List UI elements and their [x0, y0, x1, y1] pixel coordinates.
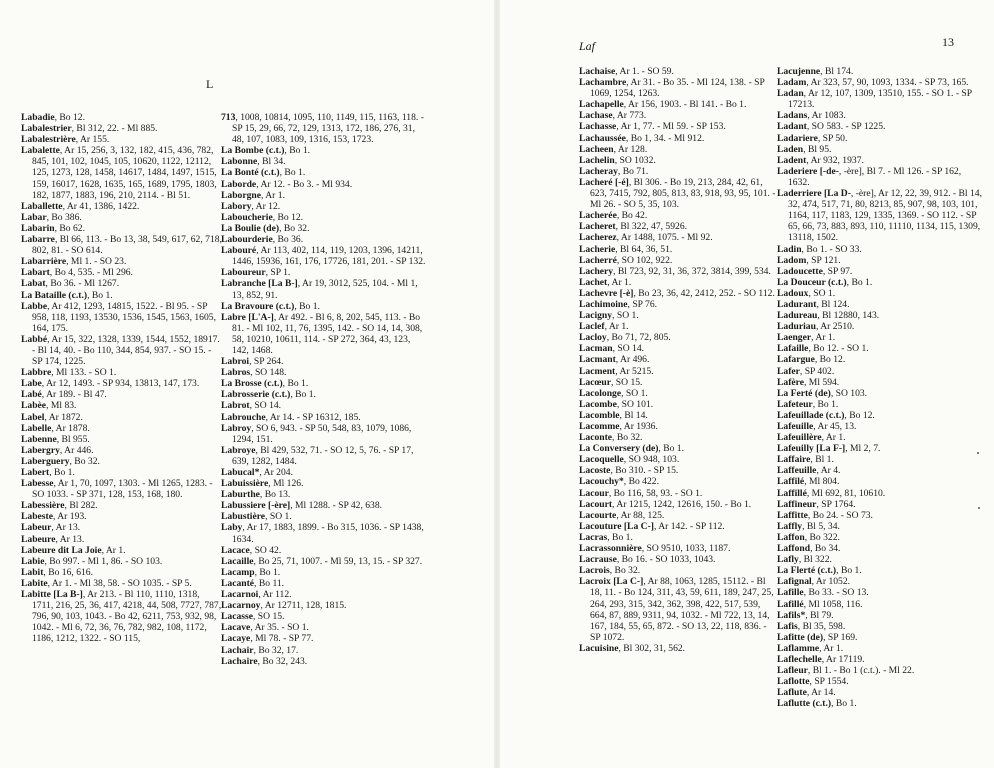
index-entry: Laduriau, Ar 2510. [777, 321, 855, 333]
index-entry: Labé, Ar 189. - Bl 47. [21, 389, 107, 401]
index-entry: Label, Ar 1872. [21, 411, 83, 423]
index-entry: Ladent, Ar 932, 1937. [777, 154, 864, 166]
index-entry: Lachase, Ar 773. [579, 110, 647, 122]
index-entry: La Conversery (de), Bo 1. [579, 443, 684, 455]
index-entry: Lacherez, Ar 1488, 1075. - Ml 92. [579, 232, 713, 244]
index-entry: Laflute, Ar 14. [777, 687, 836, 699]
index-entry: Laderiere [-de-, -ère], Bl 7. - Ml 126. - SP 162, 1632. [777, 165, 962, 188]
index-entry: Labeur, Ar 13. [21, 522, 81, 534]
index-column-3 [579, 66, 779, 654]
index-entry: Lacouture [La C-], Ar 142. - SP 112. [579, 520, 725, 532]
index-entry: Lacman, SO 14. [579, 343, 645, 355]
index-entry: La Ferté (de), SO 103. [777, 387, 868, 399]
index-entry: Lacujenne, Bl 174. [777, 66, 854, 77]
index-entry: Ladoucette, SP 97. [777, 265, 853, 277]
index-entry: Labre [L'A-], Ar 492. - Bl 6, 8, 202, 545, 113. - Bo 81. - Ml 102, 11, 76, 1395, 142. - SO 14, 14, 308, 58, 10210, 10611, 114. - SP 272, 364, 43, 123, 142, 1468. [221, 311, 423, 356]
index-entry: La Bonté (c.t.), Bo 1. [221, 167, 306, 179]
index-entry: Lafignal, Ar 1052. [777, 576, 851, 588]
index-entry: Labeure dit La Joie, Ar 1. [21, 544, 126, 556]
index-entry: Lafère, Ml 594. [777, 376, 840, 388]
index-entry: Labarre, Bl 66, 113. - Bo 13, 38, 549, 617, 62, 718, 802, 81. - SO 614. [21, 234, 222, 257]
index-entry: La Brosse (c.t.), Bo 1. [221, 378, 309, 390]
index-entry: Lacarnoy, Ar 12711, 128, 1815. [221, 600, 347, 612]
index-entry: Ladurant, Bl 124. [777, 298, 850, 310]
index-entry: Labèe, Ml 83. [21, 400, 77, 412]
index-entry: Lacoste, Bo 310. - SP 15. [579, 465, 679, 477]
index-entry: Lachapelle, Ar 156, 1903. - Bl 141. - Bo 1. [579, 99, 747, 111]
index-entry: Labie, Bo 997. - Ml 1, 86. - SO 103. [21, 555, 163, 567]
index-entry: Labonne, Bl 34. [221, 156, 286, 168]
index-entry: Lacrois, Bo 32. [579, 565, 641, 577]
index-entry: Lacroix [La C-], Ar 88, 1063, 1285, 15112. - Bl 18, 11. - Bo 124, 311, 43, 59, 611, 189, 247, 25, 264, 293, 315, 342, 362, 398, 422, 517, 539, 664, 87, 889, 9311, 94, 1032. - Ml 722, 13, 14, 167, 184, 55, 65, 872. - SO 13, 22, 118, 836. - SP 1072. [579, 576, 774, 643]
index-entry: Lafeteur, Bo 1. [777, 398, 839, 410]
index-entry: Lafils*, Bl 79. [777, 609, 834, 621]
index-entry: Labit, Bo 16, 616. [21, 566, 93, 578]
index-entry: Labe, Ar 12, 1493. - SP 934, 13813, 147, 173. [21, 378, 200, 390]
index-entry: Laffilé, Ml 804. [777, 476, 840, 488]
index-entry: La Douceur (c.t.), Bo 1. [777, 276, 873, 288]
index-entry: Lacomble, Bl 14. [579, 409, 648, 421]
index-entry: Labenne, Bl 955. [21, 433, 90, 445]
scan-speck [977, 452, 979, 454]
index-entry: Lafaille, Bo 12. - SO 1. [777, 343, 869, 355]
index-entry: Lafeuille, Ar 45, 13. [777, 421, 857, 432]
index-entry: Laffeuille, Ar 4. [777, 465, 841, 477]
index-entry: Lacmant, Ar 496. [579, 354, 650, 366]
index-entry: Lachaire, Bo 32, 243. [221, 655, 308, 667]
index-entry: Lafille, Bo 33. - SO 13. [777, 587, 869, 599]
index-entry: Lafillé, Ml 1058, 116. [777, 598, 863, 610]
index-entry: Laclef, Ar 1. [579, 321, 629, 333]
index-entry: Lacomme, Ar 1936. [579, 421, 658, 432]
index-entry: Laboucherie, Bo 12. [221, 211, 304, 223]
index-entry: Labarin, Bo 62. [21, 222, 85, 234]
index-entry: Labustière, SO 1. [221, 511, 292, 523]
index-entry: Labeste, Ar 193. [21, 511, 87, 523]
index-entry: Lachaussée, Bo 1, 34. - Ml 912. [579, 132, 705, 144]
index-entry: Labucal*, Ar 204. [221, 467, 293, 478]
index-entry: Lachaise, Ar 1. - SO 59. [579, 66, 674, 77]
index-entry: Lacourte, Ar 88, 125. [579, 509, 665, 521]
index-entry: Lacamp, Bo 1. [221, 566, 281, 578]
index-entry: Labite, Ar 1. - Ml 38, 58. - SO 1035. - SP 5. [21, 577, 192, 589]
index-entry: Labbe, Ar 412, 1293, 14815, 1522. - Bl 95. - SP 958, 118, 1193, 13530, 1536, 1545, 1563, 1605, 164, 175. [21, 300, 216, 334]
index-entry: Labat, Bo 36. - Ml 1267. [21, 278, 120, 290]
index-entry: Lafargue, Bo 12. [777, 354, 846, 366]
index-entry: Labuissière, Ml 126. [221, 478, 304, 490]
section-letter: L [206, 77, 215, 91]
index-entry: Labrouche, Ar 14. - SP 16312, 185. [221, 411, 361, 423]
index-entry: Laffillé, Ml 692, 81, 10610. [777, 487, 886, 499]
index-entry: Labalestrier, Bl 312, 22. - Ml 885. [21, 123, 158, 135]
index-entry: Lacras, Bo 1. [579, 531, 633, 543]
index-column-4 [777, 66, 982, 709]
index-entry: La Flerté (c.t.), Bo 1. [777, 565, 862, 577]
index-entry: Laffitte, Bo 24. - SO 73. [777, 509, 873, 521]
index-entry: Lacolonge, SO 1. [579, 387, 648, 399]
index-entry: Lacigny, SO 1. [579, 310, 639, 322]
index-entry: Labbé, Ar 15, 322, 1328, 1339, 1544, 1552, 18917. - Bl 14, 40. - Bo 110, 344, 854, 937. - SO 15. - SP 174, 1225. [21, 333, 220, 368]
index-entry: Lacherie, Bl 64, 36, 51. [579, 243, 673, 255]
index-entry: Laffond, Bo 34. [777, 543, 841, 555]
index-entry: Laflotte, SP 1554. [777, 676, 849, 688]
index-entry: La Bataille (c.t.), Bo 1. [21, 289, 113, 301]
index-entry: Labourderie, Bo 36. [221, 234, 304, 246]
index-entry: Labroy, SO 6, 943. - SP 50, 548, 83, 1079, 1086, 1294, 151. [221, 422, 412, 445]
index-entry: Ladom, SP 121. [777, 254, 841, 266]
index-entry: Lacourt, Ar 1215, 1242, 12616, 150. - Bo 1. [579, 498, 752, 510]
index-entry: Labert, Bo 1. [21, 467, 75, 478]
scan-speck [978, 507, 980, 509]
index-entry: Lacanté, Bo 11. [221, 577, 285, 589]
index-entry: Lacherée, Bo 42. [579, 210, 648, 222]
index-entry: Labalestrière, Ar 155. [21, 134, 110, 146]
running-head: Laf [579, 39, 596, 53]
index-entry: Lafly, Bl 322. [777, 554, 832, 566]
index-entry: Lachet, Ar 1. [579, 276, 632, 288]
index-entry: Lacheen, Ar 128. [579, 143, 648, 155]
index-entry: Lachevre [-è], Bo 23, 36, 42, 2412, 252. - SO 112. [579, 287, 775, 299]
index-entry: Labessière, Bl 282. [21, 500, 98, 512]
index-entry: Lachasse, Ar 1, 77. - Ml 59. - SP 153. [579, 121, 726, 133]
index-entry: Lacloy, Bo 71, 72, 805. [579, 332, 671, 344]
index-entry: Ladans, Ar 1083. [777, 110, 846, 122]
index-entry: Laby, Ar 17, 1883, 1899. - Bo 315, 1036. - SP 1438, 1634. [221, 522, 424, 545]
index-entry: Lacherré, SO 102, 922. [579, 254, 673, 266]
index-entry: Laborde, Ar 12. - Bo 3. - Ml 934. [221, 178, 353, 190]
index-entry: Labroye, Bl 429, 532, 71. - SO 12, 5, 76. - SP 17, 639, 1282, 1484. [221, 444, 414, 467]
index-entry: Labarrière, Ml 1. - SO 23. [21, 256, 127, 268]
index-entry: Lachimoine, SP 76. [579, 298, 658, 310]
index-entry: Lachelin, SO 1032. [579, 154, 656, 166]
index-entry: Laffon, Bo 322. [777, 531, 840, 543]
page-number: 13 [942, 35, 954, 49]
index-entry: Labeure, Ar 13. [21, 533, 85, 545]
index-entry: Lacrause, Bo 16. - SO 1033, 1043. [579, 554, 716, 566]
index-entry: Lacaille, Bo 25, 71, 1007. - Ml 59, 13, 15. - SP 327. [221, 555, 423, 567]
index-entry: Lacace, SO 42. [221, 544, 282, 556]
index-entry: Labadie, Bo 12. [21, 112, 85, 123]
index-entry: Ladureau, Bl 12880, 143. [777, 310, 880, 322]
index-entry: La Bravoure (c.t.), Bo 1. [221, 300, 320, 312]
index-entry: Lacment, Ar 5215. [579, 365, 654, 377]
index-entry: Lafis, Bl 35, 598. [777, 620, 846, 632]
index-entry: Labory, Ar 12. [221, 200, 281, 212]
index-entry: Laffineur, SP 1764. [777, 498, 856, 510]
index-entry: Labrosserie (c.t.), Bo 1. [221, 389, 316, 401]
right-page [497, 0, 994, 768]
index-entry: Ladam, Ar 323, 57, 90, 1093, 1334. - SP 73, 165. [777, 77, 969, 89]
index-entry: Labranche [La B-], Ar 19, 3012, 525, 104. - Ml 1, 13, 852, 91. [221, 278, 418, 301]
index-entry: Labart, Bo 4, 535. - Ml 296. [21, 267, 133, 279]
index-entry: Labergry, Ar 446. [21, 444, 94, 456]
index-entry: Lafer, SP 402. [777, 365, 835, 377]
index-entry: Laconte, Bo 32. [579, 432, 643, 444]
index-entry: Laffaire, Bl 1. [777, 454, 834, 466]
index-entry: Lacasse, SO 15. [221, 611, 285, 623]
index-entry: Labitte [La B-], Ar 213. - Bl 110, 1110, 1318, 1711, 216, 25, 36, 417, 4218, 44, 508, 7727, 787, 796, 90, 103, 1043. - Bo 42, 6211, 753, 932, 98, 1042. - Ml 6, 72, 36, 76, 782, 982, 108, 1172, 1186, 1212, 1322. - SO 115, [21, 589, 222, 645]
index-entry: Lacarnoi, Ar 112. [221, 589, 292, 601]
index-entry: Labalette, Ar 15, 256, 3, 132, 182, 415, 436, 782, 845, 101, 102, 1045, 105, 10620, 1122, 12112, 125, 1273, 128, 1458, 14617, 1484, 1497, 1515, 159, 16017, 1628, 1635, 165, 1689, 1795, 1803, 182, 1877, 1883, 196, 210, 2114. - Bl 51. [21, 145, 217, 201]
index-entry: Laderriere [La D-, -ère], Ar 12, 22, 39, 912. - Bl 14, 32, 474, 517, 71, 80, 8213, 85, 907, 98, 103, 101, 1164, 117, 1183, 129, 1335, 1369. - SO 112. - SP 65, 66, 73, 883, 893, 110, 11110, 1134, 115, 1309, 13118, 1502. [777, 188, 982, 244]
index-entry: Laffly, Bl 5, 34. [777, 520, 840, 532]
index-entry: Lacouchy*, Bo 422. [579, 476, 659, 488]
index-entry: Laballette, Ar 41, 1386, 1422. [21, 200, 140, 212]
index-entry: Laflechelle, Ar 17119. [777, 653, 865, 665]
index-entry: Laberguery, Bo 32. [21, 455, 100, 467]
index-entry: Lacœur, SO 15. [579, 376, 643, 388]
index-entry: Laburthe, Bo 13. [221, 489, 291, 501]
index-entry: Labbre, Ml 133. - SO 1. [21, 367, 117, 379]
index-entry: Lacheray, Bo 71. [579, 165, 649, 177]
index-entry: La Bombe (c.t.), Bo 1. [221, 145, 311, 157]
index-entry: Labesse, Ar 1, 70, 1097, 1303. - Ml 1265, 1283. - SO 1033. - SP 371, 128, 153, 168, 180. [21, 478, 213, 501]
index-entry: Lacave, Ar 35. - SO 1. [221, 622, 309, 634]
index-entry: Lachair, Bo 32, 17. [221, 644, 299, 656]
index-entry: Laden, Bl 95. [777, 143, 832, 155]
index-column-1 [21, 112, 223, 645]
index-entry: Labrot, SO 14. [221, 400, 282, 412]
index-entry: Lacoquelle, SO 948, 103. [579, 454, 680, 466]
index-entry: Ladoux, SO 1. [777, 287, 836, 299]
index-entry: Lafeuillade (c.t.), Bo 12. [777, 409, 875, 421]
index-entry: Lacuisine, Bl 302, 31, 562. [579, 642, 686, 654]
index-entry: Lacombe, SO 101. [579, 398, 654, 410]
index-entry: Labelle, Ar 1878. [21, 422, 90, 434]
index-entry: Lafleur, Bl 1. - Bo 1 (c.t.). - Ml 22. [777, 665, 915, 677]
index-entry: Lacheret, Bl 322, 47, 5926. [579, 221, 688, 233]
index-entry: La Boulie (de), Bo 32. [221, 222, 310, 234]
index-entry: Laboureur, SP 1. [221, 267, 291, 279]
index-entry: Laflutte (c.t.), Bo 1. [777, 698, 857, 710]
index-entry: Labussiere [-ère], Ml 1288. - SP 42, 638. [221, 500, 383, 512]
index-entry: Lafeuilly [La F-], Ml 2, 7. [777, 443, 881, 455]
index-column-2 [221, 112, 426, 667]
index-entry: Labroi, SP 264. [221, 356, 284, 368]
index-entry: Lacaye, Ml 78. - SP 77. [221, 633, 314, 645]
index-entry: Lacrassonnière, SO 9510, 1033, 1187. [579, 543, 731, 555]
index-entry: Labar, Bo 386. [21, 211, 82, 223]
index-entry: Lachambre, Ar 31. - Bo 35. - Ml 124, 138. - SP 1069, 1254, 1263. [579, 77, 765, 100]
index-entry: Labros, SO 148. [221, 367, 287, 379]
index-entry: 713, 1008, 10814, 1095, 110, 1149, 115, 1163, 118. - SP 15, 29, 66, 72, 129, 1313, 172, 186, 276, 31, 48, 107, 1083, 109, 1316, 153, 1723. [221, 112, 424, 146]
index-entry: Lacheré [-é], Bl 306. - Bo 19, 213, 284, 42, 61, 623, 7415, 792, 805, 813, 83, 918, 93, 95, 101. - Ml 26. - SO 5, 35, 103. [579, 176, 776, 211]
index-entry: Laflamme, Ar 1. [777, 642, 844, 654]
index-entry: Laborgne, Ar 1. [221, 189, 285, 201]
index-entry: Labouré, Ar 113, 402, 114, 119, 1203, 1396, 14211, 1446, 15936, 161, 176, 17726, 181, 201. - SP 132. [221, 245, 426, 268]
index-entry: Lafitte (de), SP 169. [777, 631, 858, 643]
index-entry: Lacour, Bo 116, 58, 93. - SO 1. [579, 487, 703, 499]
index-entry: Lafeuillère, Ar 1. [777, 432, 846, 444]
index-entry: Ladin, Bo 1. - SO 33. [777, 243, 862, 255]
index-entry: Ladan, Ar 12, 107, 1309, 13510, 155. - SO 1. - SP 17213. [777, 88, 972, 111]
index-entry: Ladariere, SP 50. [777, 132, 848, 144]
index-entry: Ladant, SO 583. - SP 1225. [777, 121, 886, 133]
index-entry: Lachery, Bl 723, 92, 31, 36, 372, 3814, 399, 534. [579, 265, 771, 277]
index-entry: Laenger, Ar 1. [777, 332, 836, 344]
